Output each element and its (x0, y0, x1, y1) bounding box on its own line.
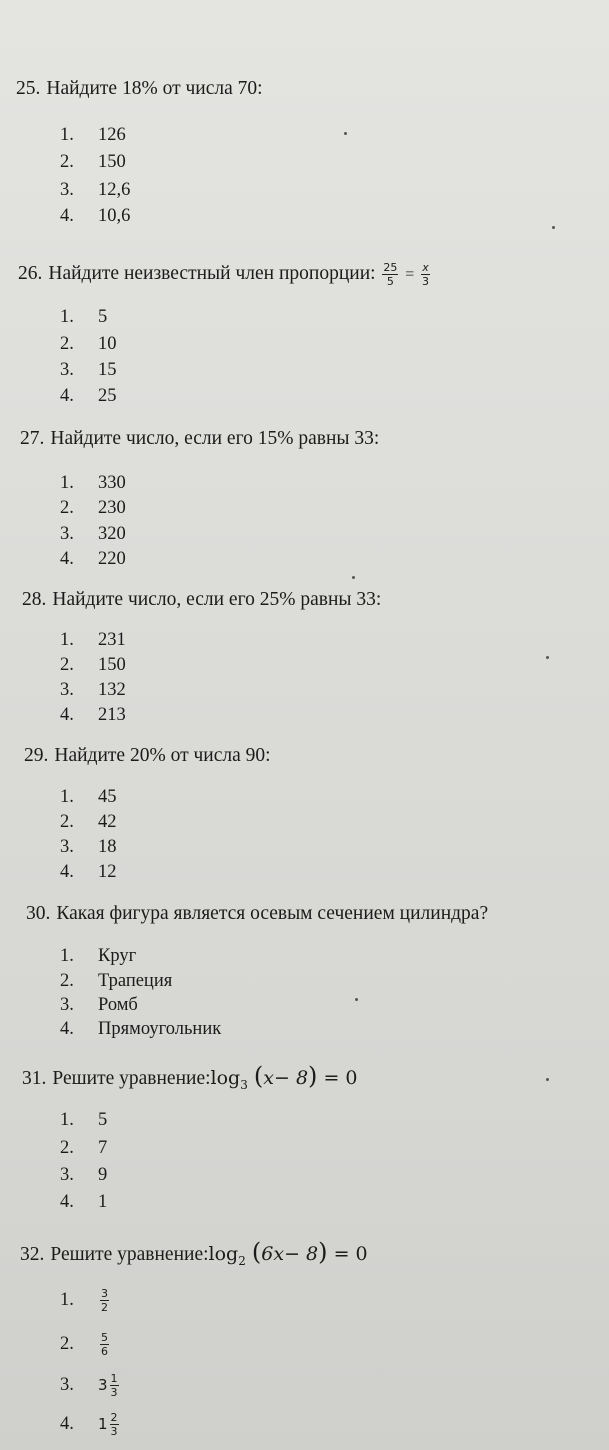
option-3: 3. 12,6 (60, 180, 131, 200)
paper-speck (352, 576, 355, 579)
option-1: 1. 126 (60, 125, 126, 145)
option-4: 4. Прямоугольник (60, 1019, 222, 1039)
option-4: 4. 12 (60, 862, 117, 882)
proportion-right: $\frac{x}{3}$ (421, 261, 429, 288)
fraction: $\frac{5}{6}$ (101, 1331, 108, 1358)
option-2: 2. 150 (60, 152, 126, 172)
option-3: 3. Ромб (60, 995, 138, 1015)
paper-speck (546, 656, 549, 659)
question-text: 28. Найдите число, если его 25% равны 33: (22, 589, 382, 610)
option-1: 1. 5 (60, 1110, 108, 1130)
option-2: 2. 42 (60, 812, 117, 832)
option-3: 3. 18 (60, 837, 117, 857)
question-text: 30. Какая фигура является осевым сечением цилиндра? (26, 903, 489, 924)
option-3: 3. 132 (60, 680, 126, 700)
fraction: $\frac{3}{2}$ (101, 1287, 108, 1314)
paper-speck (546, 1078, 549, 1081)
option-2: 2. 150 (60, 655, 126, 675)
proportion-left: $\frac{25}{5}$ (383, 261, 398, 288)
option-3: 3. 320 (60, 524, 126, 544)
question-text: 27. Найдите число, если его 15% равны 33: (20, 428, 380, 449)
option-3: 3. 3 $\frac{1}{3}$ (60, 1372, 118, 1399)
fraction: $\frac{2}{3}$ (110, 1411, 118, 1438)
question-text: 29. Найдите 20% от числа 90: (24, 745, 271, 766)
equation: $\log_2 (6x- 8) = 0$ (208, 1238, 368, 1268)
paper-speck (355, 998, 358, 1001)
option-2: 2. $\frac{5}{6}$ (60, 1331, 108, 1358)
option-2: 2. Трапеция (60, 971, 173, 991)
question-text: 32. Решите $уравнение:\log_2$ (6x− 8) = 0 (20, 1238, 368, 1268)
option-1: 1. 231 (60, 630, 126, 650)
paper-speck (552, 226, 555, 229)
option-1: 1. 45 (60, 787, 117, 807)
option-4: 4. 213 (60, 705, 126, 725)
fraction: $\frac{1}{3}$ (110, 1372, 118, 1399)
option-2: 2. 7 (60, 1138, 108, 1158)
option-4: 4. 1 (60, 1192, 108, 1212)
option-3: 3. 9 (60, 1165, 108, 1185)
question-text: 31. Решите $уравнение:\log_3$ (x− 8) = 0 (22, 1062, 358, 1092)
question-text: 26. Найдите неизвестный член пропорции: $\frac{25}{5}$ = $\frac{x}{3}$ (18, 261, 429, 288)
option-1: 1. 330 (60, 473, 126, 493)
equation: $\log_3 (x- 8) = 0$ (210, 1062, 358, 1092)
question-text: 25. Найдите 18% от числа 70: (16, 78, 263, 99)
option-2: 2. 230 (60, 498, 126, 518)
option-1: 1. Круг (60, 946, 137, 966)
option-4: 4. 1 $\frac{2}{3}$ (60, 1411, 118, 1438)
option-2: 2. 10 (60, 334, 117, 354)
option-4: 4. 10,6 (60, 206, 131, 226)
option-3: 3. 15 (60, 360, 117, 380)
paper-speck (344, 132, 347, 135)
option-4: 4. 25 (60, 386, 117, 406)
option-1: 1. 5 (60, 307, 108, 327)
option-4: 4. 220 (60, 549, 126, 569)
option-1: 1. $\frac{3}{2}$ (60, 1287, 108, 1314)
